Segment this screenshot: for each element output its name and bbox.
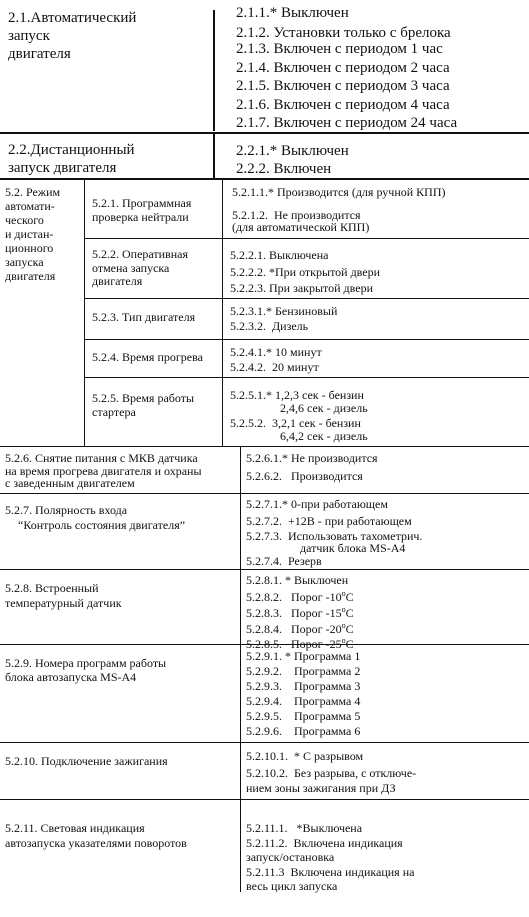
option-2-1-5: 2.1.5. Включен с периодом 3 часа — [236, 78, 450, 94]
option-5-2-5-1-cont: 2,4,6 сек - дизель — [280, 401, 368, 415]
option-5-2-8-3-text: 5.2.8.3. Порог -15 — [246, 606, 342, 620]
rule-5-2-end — [0, 446, 529, 447]
sec-5-2-title-7: двигателя — [5, 269, 56, 283]
sec-5-2-9-title-2: блока автозапуска MS-A4 — [5, 670, 137, 684]
option-5-2-2-3: 5.2.2.3. При закрытой двери — [230, 281, 374, 295]
option-5-2-9-6: 5.2.9.6. Программа 6 — [246, 724, 361, 738]
sub-5-2-5-title-2: стартера — [92, 405, 136, 419]
sub-5-2-2-title-2: отмена запуска — [92, 261, 170, 275]
degree-mark: o — [341, 605, 346, 614]
option-5-2-7-3: 5.2.7.3. Использовать тахометрич. — [246, 529, 423, 543]
rule-5-2-9 — [0, 742, 529, 743]
sec-5-2-title-2: автомати- — [5, 199, 55, 213]
sec-5-2-6-title-2: на время прогрева двигателя и охраны — [5, 464, 202, 478]
option-5-2-4-1: 5.2.4.1.* 10 минут — [230, 345, 322, 359]
sub-5-2-1-title-1: 5.2.1. Программная — [92, 196, 192, 210]
option-5-2-8-1: 5.2.8.1. * Выключен — [246, 573, 349, 587]
divider-lower — [240, 447, 241, 892]
sub-5-2-2-title-3: двигателя — [92, 274, 143, 288]
option-5-2-3-2: 5.2.3.2. Дизель — [230, 319, 309, 333]
divider-2-1 — [213, 10, 215, 131]
rule-2-1-bottom — [0, 132, 529, 134]
sec-5-2-7-title-2: “Контроль состояния двигателя” — [18, 518, 186, 532]
sec-2-2-title-2: запуск двигателя — [8, 160, 117, 176]
degree-mark: o — [341, 589, 346, 598]
option-2-1-6: 2.1.6. Включен с периодом 4 часа — [236, 97, 450, 113]
option-5-2-5-2: 5.2.5.2. 3,2,1 сек - бензин — [230, 416, 361, 430]
sec-5-2-8-title-2: температурный датчик — [5, 596, 122, 610]
rule-5-2-7 — [0, 569, 529, 570]
unit-mark: C — [345, 637, 354, 651]
option-2-1-4: 2.1.4. Включен с периодом 2 часа — [236, 60, 450, 76]
sec-5-2-8-title-1: 5.2.8. Встроенный — [5, 581, 99, 595]
option-5-2-7-3-cont: датчик блока MS-A4 — [300, 541, 406, 555]
option-5-2-9-4: 5.2.9.4. Программа 4 — [246, 694, 361, 708]
option-5-2-10-1: 5.2.10.1. * С разрывом — [246, 749, 364, 763]
option-5-2-8-5-text: 5.2.8.5. Порог -25 — [246, 637, 342, 651]
option-5-2-6-1: 5.2.6.1.* Не производится — [246, 451, 378, 465]
sec-5-2-7-title-1: 5.2.7. Полярность входа — [5, 503, 128, 517]
sec-5-2-title-4: и дистан- — [5, 227, 54, 241]
option-2-2-2: 2.2.2. Включен — [236, 161, 332, 177]
option-2-1-1: 2.1.1.* Выключен — [236, 5, 349, 21]
sec-5-2-11-title-1: 5.2.11. Световая индикация — [5, 821, 145, 835]
divider-5-2-left — [84, 180, 85, 446]
option-5-2-8-2 — [246, 590, 354, 603]
option-5-2-1-2: 5.2.1.2. Не производится — [232, 208, 361, 222]
sec-5-2-title-1: 5.2. Режим — [5, 185, 61, 199]
option-5-2-8-2-text: 5.2.8.2. Порог -10 — [246, 590, 342, 604]
option-5-2-9-2: 5.2.9.2. Программа 2 — [246, 664, 361, 678]
divider-2-2 — [213, 134, 215, 178]
option-5-2-8-3 — [246, 606, 354, 619]
sec-5-2-10-title: 5.2.10. Подключение зажигания — [5, 754, 168, 768]
sec-5-2-6-title-1: 5.2.6. Снятие питания с МКВ датчика — [5, 451, 198, 465]
option-2-1-3: 2.1.3. Включен с периодом 1 час — [236, 41, 443, 57]
option-5-2-9-3: 5.2.9.3. Программа 3 — [246, 679, 361, 693]
option-2-2-1: 2.2.1.* Выключен — [236, 143, 349, 159]
option-5-2-4-2: 5.2.4.2. 20 минут — [230, 360, 319, 374]
option-2-1-7: 2.1.7. Включен с периодом 24 часа — [236, 115, 458, 131]
option-5-2-11-2-cont: запуск/остановка — [246, 850, 335, 864]
rule-5-2-2 — [84, 298, 529, 299]
sec-5-2-6-title-3: с заведенным двигателем — [5, 476, 135, 490]
option-5-2-11-1: 5.2.11.1. *Выключена — [246, 821, 363, 835]
sec-5-2-9-title-1: 5.2.9. Номера программ работы — [5, 656, 167, 670]
option-5-2-10-2-cont: нием зоны зажигания при ДЗ — [246, 781, 396, 795]
unit-mark: C — [345, 606, 354, 620]
sec-5-2-title-5: ционного — [5, 241, 54, 255]
degree-mark: o — [341, 636, 346, 645]
option-5-2-7-4: 5.2.7.4. Резерв — [246, 554, 322, 568]
option-5-2-7-2: 5.2.7.2. +12В - при работающем — [246, 514, 412, 528]
sec-2-1-title-1: 2.1.Автоматический — [8, 10, 137, 26]
option-2-1-2: 2.1.2. Установки только с брелока — [236, 25, 451, 41]
option-5-2-1-2-cont: (для автоматической КПП) — [232, 220, 370, 234]
sub-5-2-3-title: 5.2.3. Тип двигателя — [92, 310, 196, 324]
sec-5-2-title-6: запуска — [5, 255, 44, 269]
degree-mark: o — [341, 621, 346, 630]
option-5-2-2-2: 5.2.2.2. *При открытой двери — [230, 265, 381, 279]
sec-5-2-11-title-2: автозапуска указателями поворотов — [5, 836, 187, 850]
sec-2-2-title-1: 2.2.Дистанционный — [8, 142, 135, 158]
sec-2-1-title-2: запуск — [8, 28, 50, 44]
unit-mark: C — [345, 622, 354, 636]
rule-5-2-6 — [0, 493, 529, 494]
rule-5-2-4 — [84, 377, 529, 378]
rule-5-2-3 — [84, 339, 529, 340]
rule-2-2-bottom — [0, 178, 529, 180]
option-5-2-11-3: 5.2.11.3 Включена индикация на — [246, 865, 415, 879]
option-5-2-6-2: 5.2.6.2. Производится — [246, 469, 363, 483]
sec-2-1-title-3: двигателя — [8, 46, 71, 62]
option-5-2-11-3-cont: весь цикл запуска — [246, 879, 338, 893]
sub-5-2-2-title-1: 5.2.2. Оперативная — [92, 247, 189, 261]
option-5-2-8-4-text: 5.2.8.4. Порог -20 — [246, 622, 342, 636]
option-5-2-1-1: 5.2.1.1.* Производится (для ручной КПП) — [232, 185, 446, 199]
rule-5-2-1 — [84, 238, 529, 239]
sub-5-2-1-title-2: проверка нейтрали — [92, 210, 189, 224]
option-5-2-2-1: 5.2.2.1. Выключена — [230, 248, 329, 262]
option-5-2-3-1: 5.2.3.1.* Бензиновый — [230, 304, 338, 318]
option-5-2-5-1: 5.2.5.1.* 1,2,3 сек - бензин — [230, 388, 364, 402]
sub-5-2-4-title: 5.2.4. Время прогрева — [92, 350, 203, 364]
option-5-2-5-2-cont: 6,4,2 сек - дизель — [280, 429, 368, 443]
option-5-2-9-1: 5.2.9.1. * Программа 1 — [246, 649, 361, 663]
option-5-2-11-2: 5.2.11.2. Включена индикация — [246, 836, 403, 850]
rule-5-2-10 — [0, 799, 529, 800]
divider-5-2-mid — [222, 180, 223, 446]
option-5-2-7-1: 5.2.7.1.* 0-при работающем — [246, 497, 388, 511]
option-5-2-9-5: 5.2.9.5. Программа 5 — [246, 709, 361, 723]
option-5-2-8-4 — [246, 622, 354, 635]
sec-5-2-title-3: ческого — [5, 213, 44, 227]
option-5-2-10-2: 5.2.10.2. Без разрыва, с отключе- — [246, 766, 417, 780]
unit-mark: C — [345, 590, 354, 604]
sub-5-2-5-title-1: 5.2.5. Время работы — [92, 391, 195, 405]
